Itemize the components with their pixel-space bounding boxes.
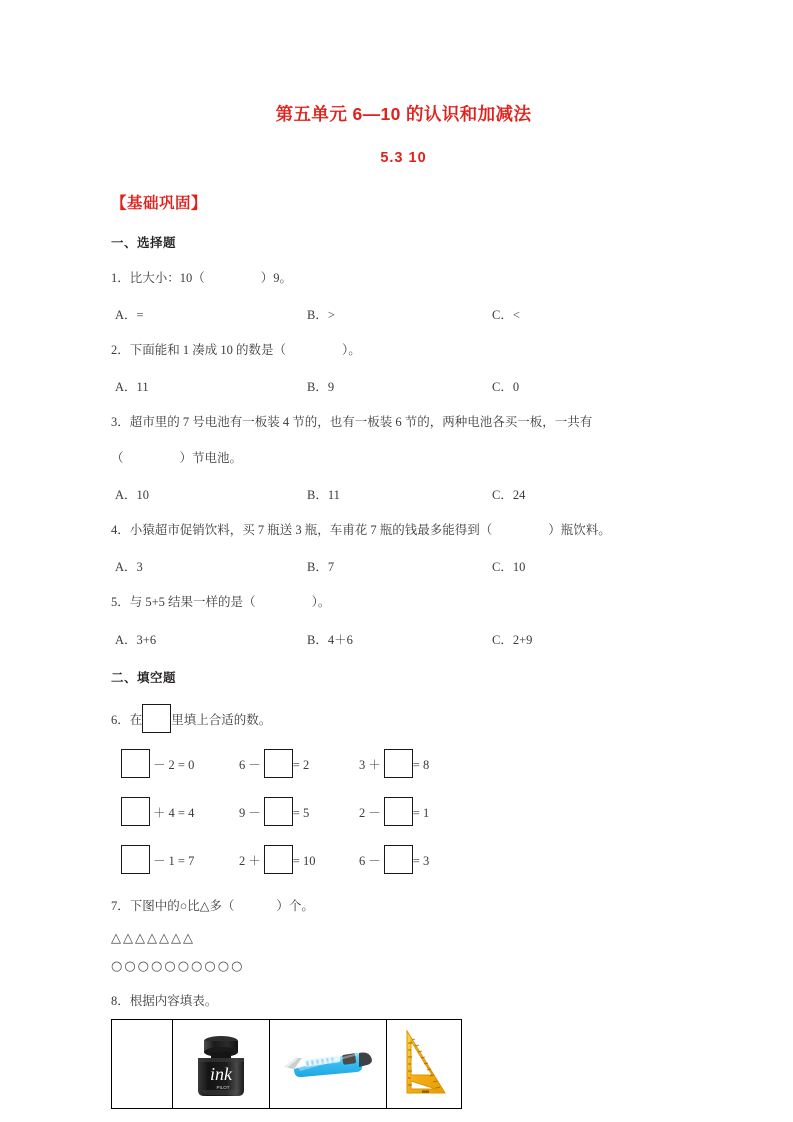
question-3-option-a[interactable]: A．10	[115, 488, 150, 503]
question-8-text: 8．根据内容填表。	[111, 994, 218, 1009]
question-5-option-c[interactable]: C．2+9	[492, 632, 533, 647]
question-5-option-b[interactable]: B．4＋6	[307, 632, 353, 647]
equation-operand: 9	[239, 805, 246, 820]
answer-box[interactable]	[121, 845, 150, 874]
table-cell-ink-bottle[interactable]	[173, 1020, 270, 1109]
equation-item	[121, 749, 194, 780]
triangle-ruler-icon	[398, 1027, 450, 1101]
equation-row	[111, 845, 696, 885]
equation-operand: 6	[239, 757, 246, 772]
equation-item	[239, 845, 315, 876]
answer-box[interactable]	[384, 845, 413, 874]
table-cell-triangle-ruler[interactable]	[387, 1020, 462, 1109]
question-1-stem: 1．比大小：10（	[111, 270, 205, 285]
question-5-option-a[interactable]: A．3+6	[115, 632, 157, 647]
equation-result: = 4	[177, 805, 195, 820]
question-5-tail: ）。	[311, 595, 331, 610]
picture-table	[111, 1019, 462, 1109]
equation-operand: 6	[359, 853, 366, 868]
question-5-options	[111, 630, 696, 648]
question-4-options	[111, 557, 696, 575]
question-3-tail: ）节电池。	[179, 451, 243, 466]
equation-item	[239, 797, 309, 828]
equation-item	[121, 845, 194, 876]
equation-result: = 3	[412, 853, 430, 868]
question-1-option-a[interactable]: A．=	[115, 307, 144, 322]
equation-operand: 2	[239, 853, 246, 868]
ink-label: ink	[210, 1064, 232, 1085]
equation-operator: ＋	[368, 757, 381, 772]
question-2-text	[111, 341, 696, 359]
question-5-stem: 5．与 5+5 结果一样的是（	[111, 595, 256, 610]
equation-operator: －	[153, 853, 166, 868]
part-two-heading: 二、填空题	[111, 670, 177, 685]
question-4-stem: 4．小猿超市促销饮料，买 7 瓶送 3 瓶，车甫花 7 瓶的钱最多能得到（	[111, 523, 493, 538]
question-4-option-a[interactable]: A．3	[115, 560, 143, 575]
question-6-tail: 里填上合适的数。	[171, 712, 272, 727]
equation-operator: －	[248, 757, 261, 772]
question-5-text	[111, 593, 696, 611]
question-2-option-a[interactable]: A．11	[115, 380, 149, 394]
answer-box[interactable]	[264, 845, 293, 874]
equation-row	[111, 749, 696, 789]
page-title: 第五单元 6—10 的认识和加减法	[275, 104, 532, 124]
equation-operand: 4	[168, 805, 175, 820]
question-3-option-b[interactable]: B．11	[307, 488, 340, 503]
question-7-stem: 7．下图中的○比△多（	[111, 898, 235, 913]
answer-box[interactable]	[264, 749, 293, 778]
equation-item	[359, 797, 429, 828]
question-2-options	[111, 377, 696, 395]
equation-result: = 8	[412, 757, 430, 772]
table-row	[112, 1020, 462, 1109]
equation-operand: 2	[359, 805, 366, 820]
question-6-text	[111, 704, 696, 733]
question-2-option-c[interactable]: C．0	[492, 380, 520, 394]
equation-result: = 0	[177, 757, 195, 772]
answer-box[interactable]	[121, 749, 150, 778]
answer-box[interactable]	[384, 749, 413, 778]
question-1-tail: ）9。	[260, 270, 293, 285]
question-4-text	[111, 521, 696, 539]
equation-operator: ＋	[248, 853, 261, 868]
answer-box[interactable]	[384, 797, 413, 826]
question-3-text: 3．超市里的 7 号电池有一板装 4 节的，也有一板装 6 节的，两种电池各买一板，一共有	[111, 415, 593, 429]
svg-text:PILOT: PILOT	[216, 1085, 230, 1091]
question-2-tail: ）。	[342, 342, 361, 357]
section-banner: 【基础巩固】	[111, 194, 208, 212]
triangle-row: △△△△△△△	[111, 930, 195, 946]
question-4-option-c[interactable]: C．10	[492, 560, 526, 575]
equation-result: = 5	[292, 805, 310, 820]
question-4-tail: ）瓶饮料。	[548, 523, 611, 538]
equation-operand: 1	[168, 853, 175, 868]
answer-box[interactable]	[264, 797, 293, 826]
question-1-option-b[interactable]: B．>	[307, 307, 335, 322]
question-2-stem: 2．下面能和 1 凑成 10 的数是（	[111, 342, 287, 357]
circle-row: ○○○○○○○○○○	[111, 959, 245, 975]
worksheet-content	[111, 0, 696, 1109]
answer-box[interactable]	[142, 704, 171, 733]
question-1-option-c[interactable]: C．<	[492, 307, 520, 322]
question-7-tail: ）个。	[276, 898, 314, 913]
equation-operator: －	[368, 805, 381, 820]
question-1-text	[111, 269, 696, 287]
equation-item	[121, 797, 194, 828]
answer-box[interactable]	[121, 797, 150, 826]
question-6-stem: 6．在	[111, 712, 143, 727]
equation-operator: －	[248, 805, 261, 820]
equation-item	[359, 749, 429, 780]
question-3-paren-open: （	[111, 451, 124, 466]
table-cell-box-cutter[interactable]	[270, 1020, 387, 1109]
equation-operand: 2	[168, 757, 175, 772]
part-one-heading: 一、选择题	[111, 235, 177, 250]
question-3-text-line2	[111, 449, 696, 467]
equation-result: = 7	[177, 853, 195, 868]
table-cell-empty[interactable]	[112, 1020, 173, 1109]
question-1-options	[111, 305, 696, 323]
equation-result: = 10	[292, 853, 316, 868]
question-7-text	[111, 897, 696, 915]
equation-operator: －	[368, 853, 381, 868]
question-3-options	[111, 485, 696, 503]
equation-row	[111, 797, 696, 837]
equation-operator: ＋	[153, 805, 166, 820]
question-2-option-b[interactable]: B．9	[307, 380, 335, 394]
question-4-option-b[interactable]: B．7	[307, 560, 335, 575]
equation-operand: 3	[359, 757, 366, 772]
equation-result: = 1	[412, 805, 430, 820]
equation-operator: －	[153, 757, 166, 772]
box-cutter-icon	[280, 1047, 376, 1081]
equation-result: = 2	[292, 757, 310, 772]
question-3-option-c[interactable]: C．24	[492, 488, 526, 503]
equation-item	[359, 845, 429, 876]
page-subtitle: 5.3 10	[380, 149, 427, 166]
equation-item	[239, 749, 309, 780]
ink-bottle-icon	[190, 1028, 252, 1100]
